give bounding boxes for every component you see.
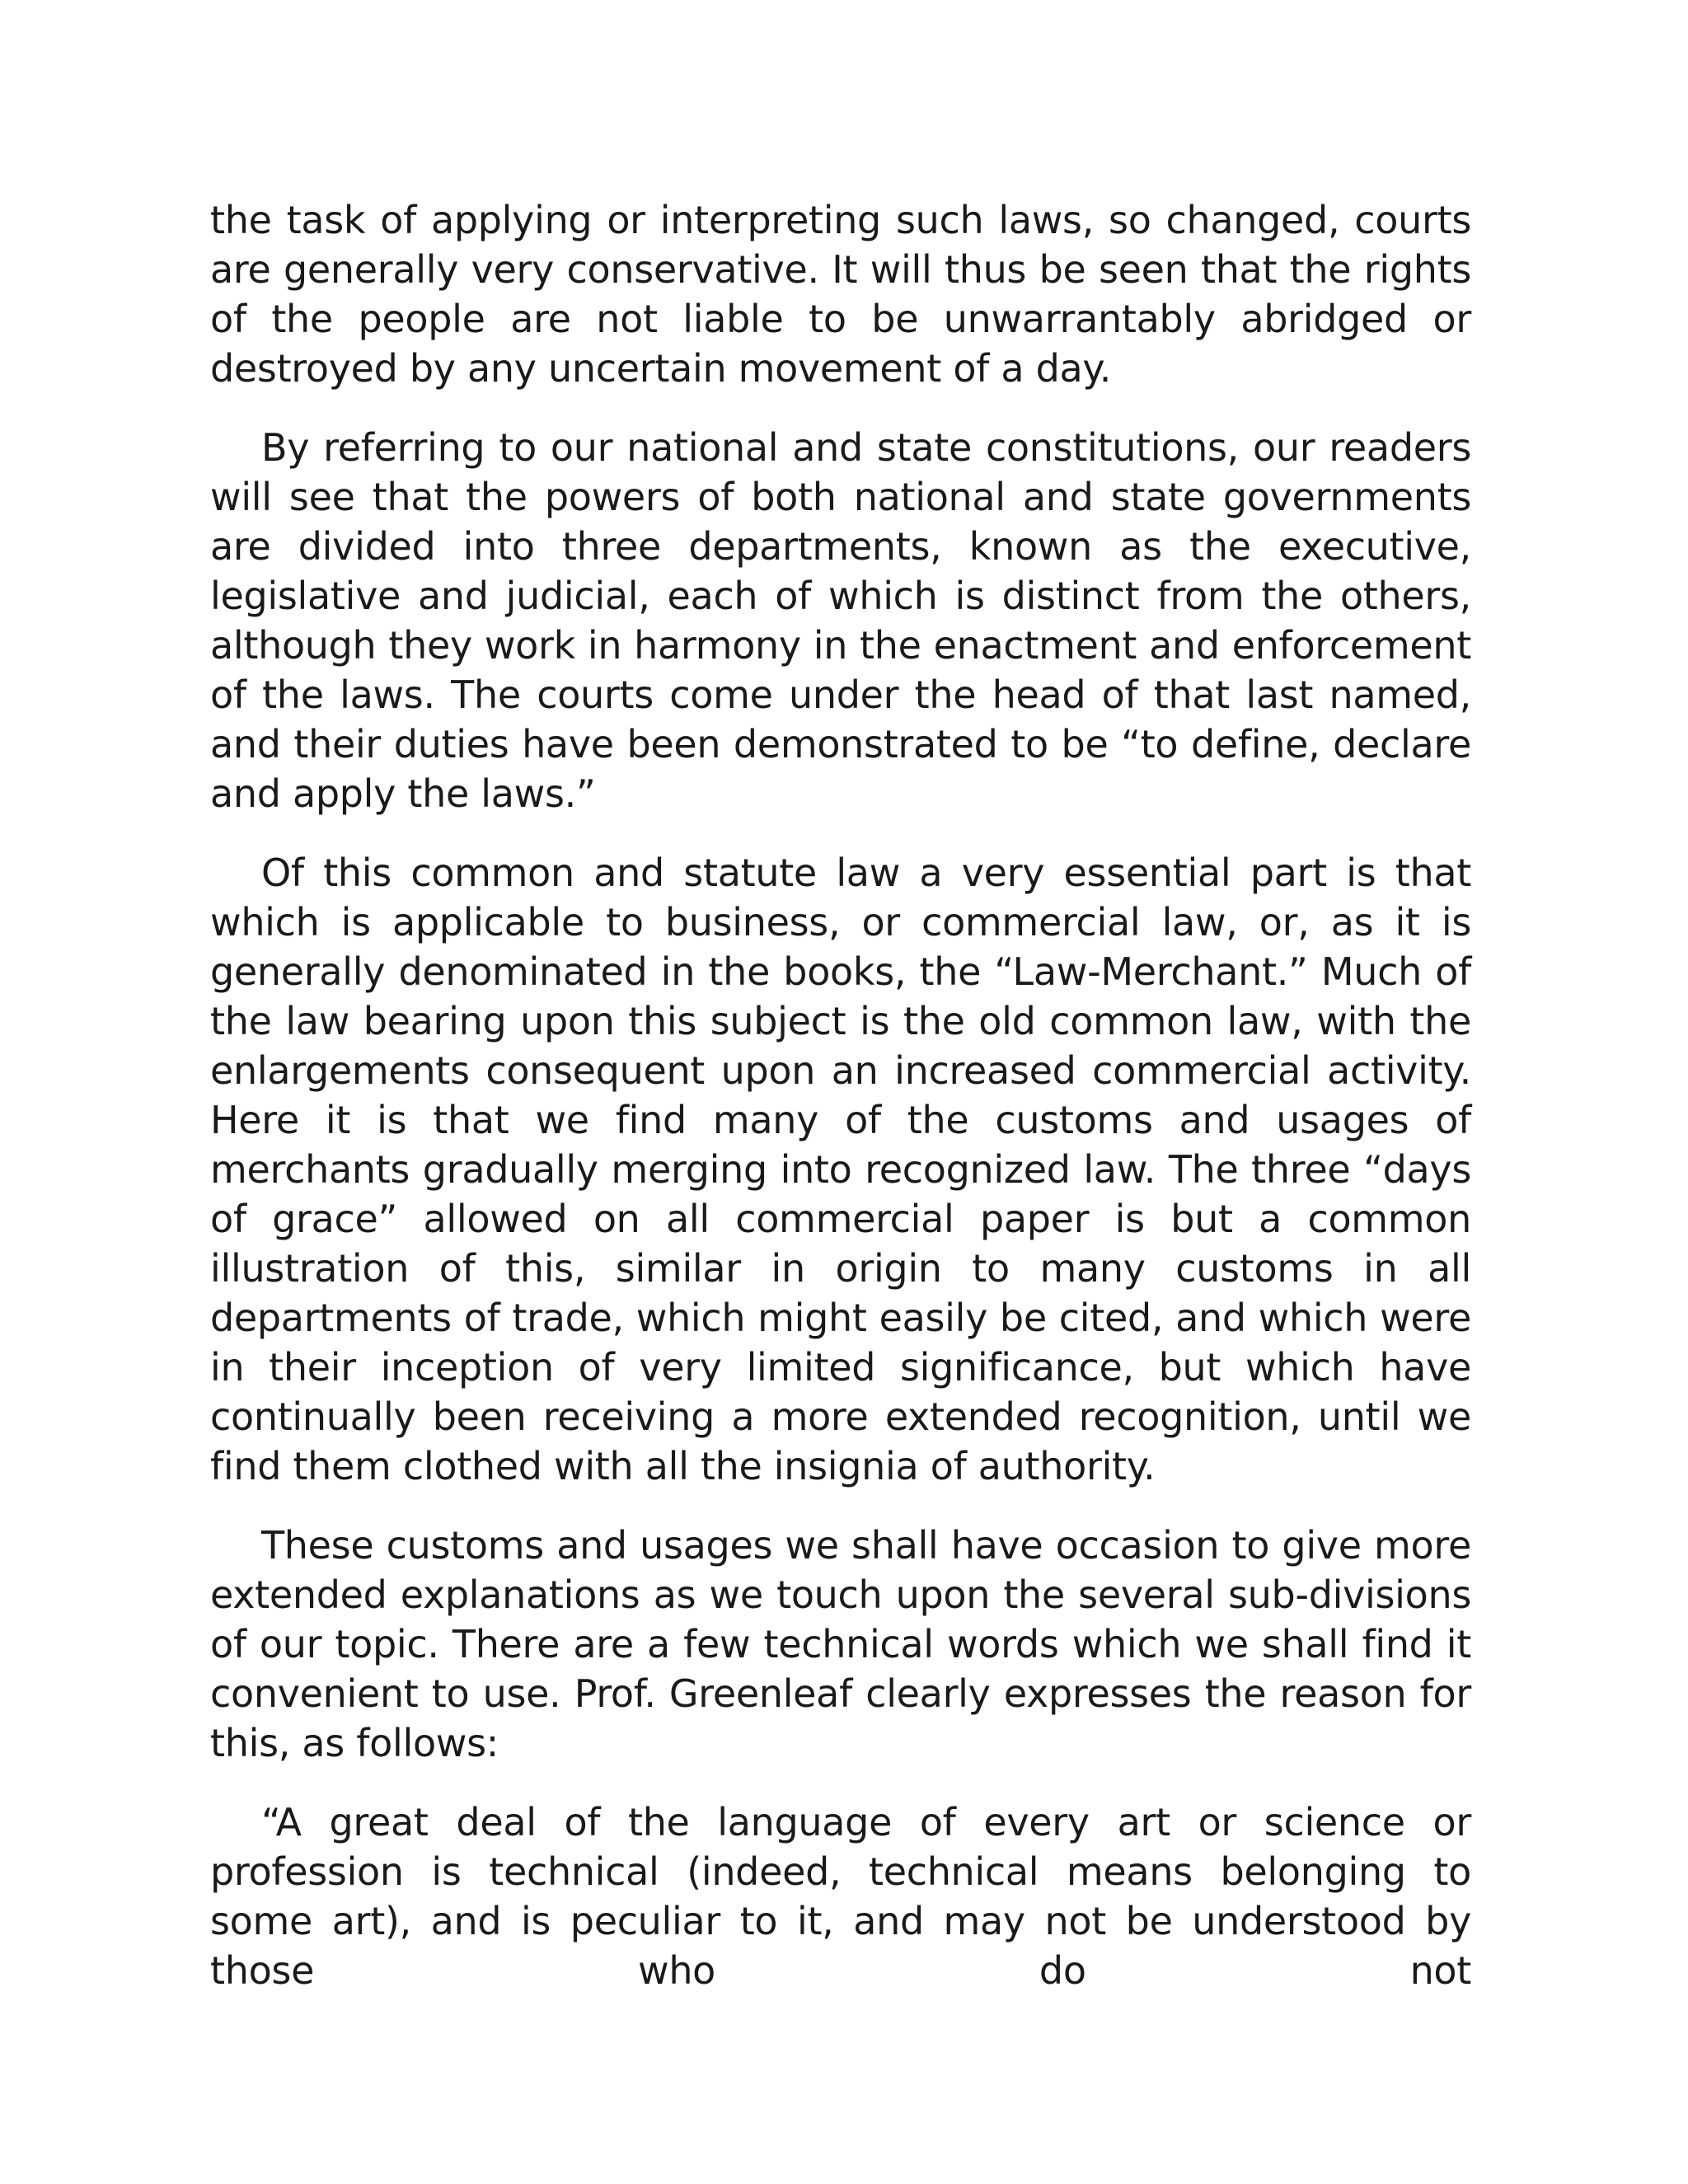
- paragraph-quotation: “A great deal of the language of every art or science or profession is technical (indeed, technical means belonging to some art), and is peculiar to it, and may not be understood by those who do not: [210, 1800, 1471, 1993]
- paragraph-constitutions: By referring to our national and state constitutions, our readers will see that the powers of both national and state governments are divided into three departments, known as the executive, legislative and judicial, each of which is distinct from the others, although they work in harmony in the enactment and enforcement of the laws. The courts come under the head of that last named, and their duties have been demonstrated to be “to define, declare and apply the laws.”: [210, 425, 1471, 816]
- paragraph-continuation: the task of applying or interpreting such laws, so changed, courts are generally very conservative. It will thus be seen that the rights of the people are not liable to be unwarrantably abridged or destroyed by any uncertain movement of a day.: [210, 198, 1471, 391]
- body-text: [210, 195, 1471, 1995]
- paragraph-law-merchant: Of this common and statute law a very essential part is that which is applicable to business, or commercial law, or, as it is generally denominated in the books, the “Law-Merchant.” Much of the law bearing upon this subject is the old common law, with the enlargements consequent upon an increased commercial activity. Here it is that we find many of the customs and usages of merchants gradually merging into recognized law. The three “days of grace” allowed on all commercial paper is but a common illustration of this, similar in origin to many customs in all departments of trade, which might easily be cited, and which were in their inception of very limited significance, but which have continually been receiving a more extended recognition, until we find them clothed with all the insignia of authority.: [210, 851, 1471, 1488]
- paragraph-customs-usages: These customs and usages we shall have occasion to give more extended explanations as we touch upon the several sub-divisions of our topic. There are a few technical words which we shall find it convenient to use. Prof. Greenleaf clearly expresses the reason for this, as follows:: [210, 1523, 1471, 1765]
